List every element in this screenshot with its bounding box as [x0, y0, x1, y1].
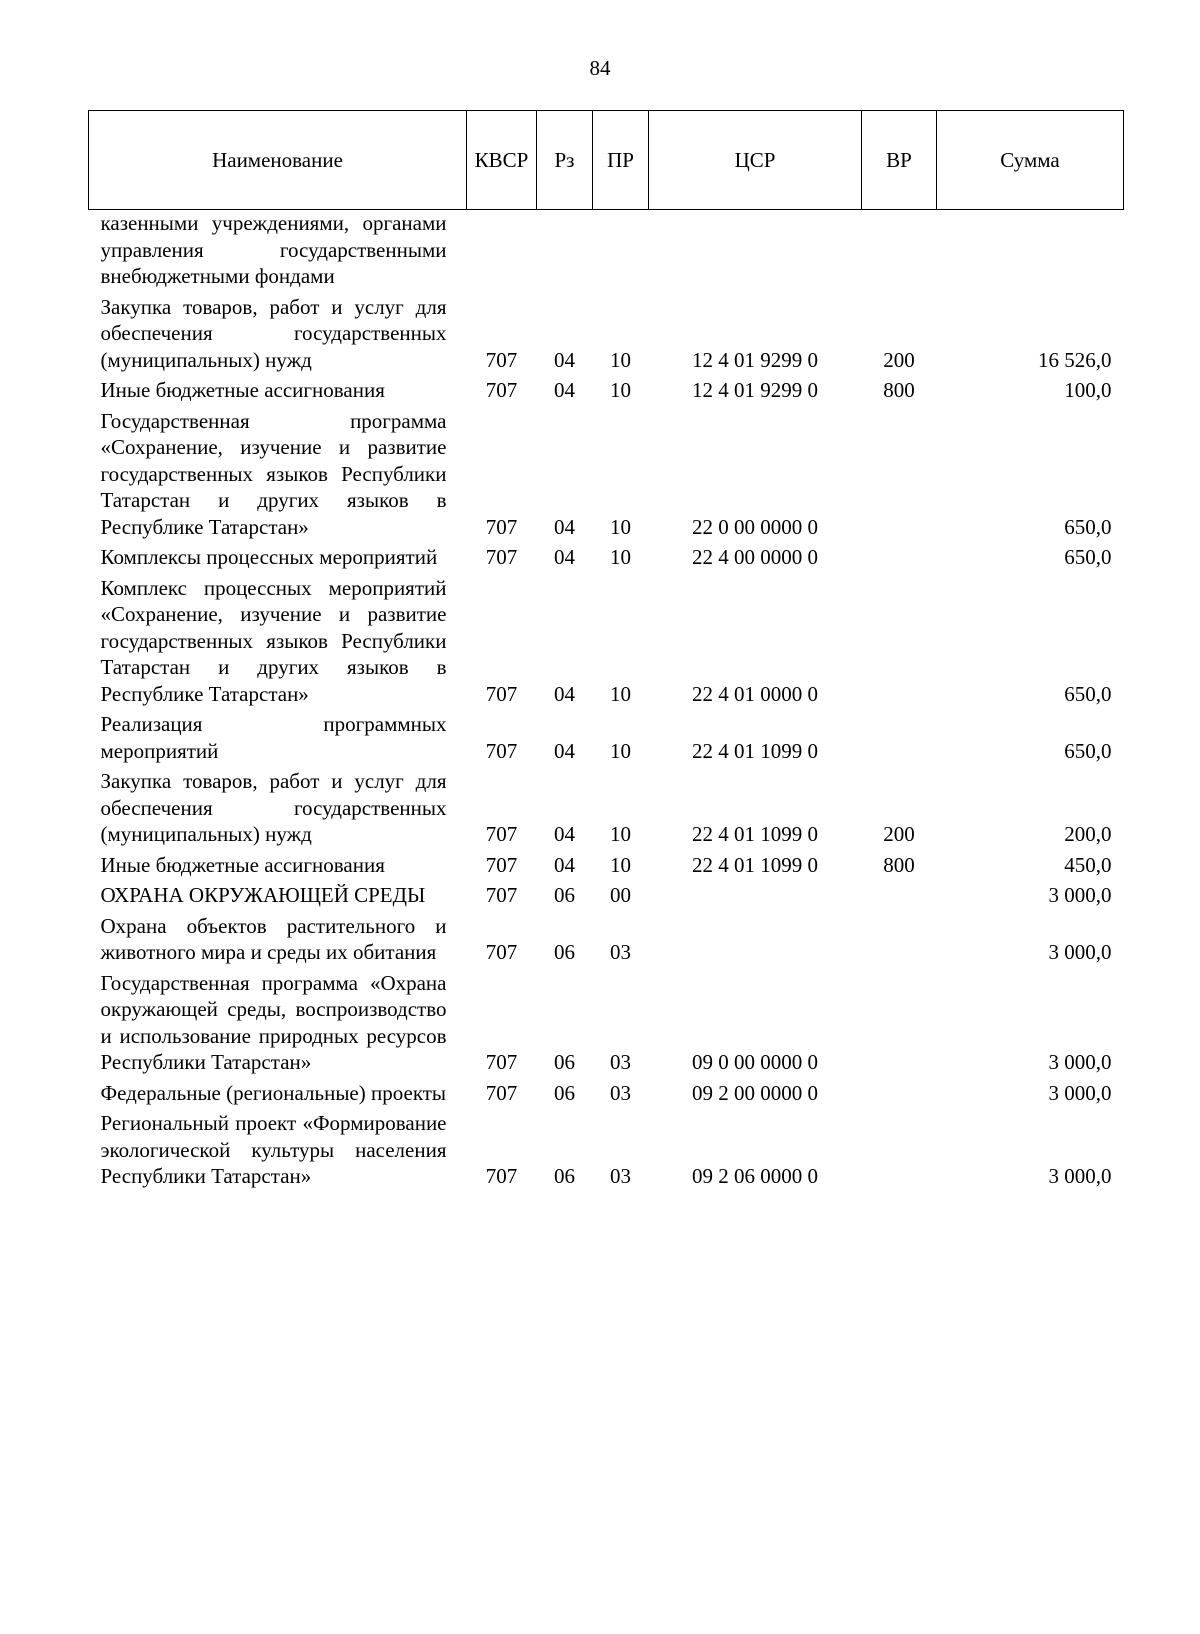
row-rz: 06: [554, 1080, 575, 1105]
row-csr: 09 0 00 0000 0: [692, 1050, 818, 1074]
row-pr: 10: [610, 545, 631, 569]
header-pr: ПР: [593, 111, 649, 210]
row-pr: 10: [610, 822, 631, 846]
row-pr: 10: [610, 514, 631, 539]
row-kvsr: 707: [485, 822, 518, 846]
header-vr: ВР: [862, 111, 937, 210]
row-name: Закупка товаров, работ и услуг для обеспечения государственных (муниципальных) нужд: [100, 769, 447, 846]
table-row: [89, 970, 1124, 1080]
row-kvsr: 707: [485, 738, 518, 763]
row-kvsr: 707: [485, 1164, 518, 1188]
row-kvsr: 707: [485, 514, 518, 539]
row-vr: 200: [883, 347, 915, 372]
row-csr: 09 2 00 0000 0: [692, 1080, 818, 1105]
row-sum: 100,0: [1064, 378, 1112, 402]
row-vr: 800: [883, 852, 915, 877]
row-csr: [649, 882, 862, 913]
row-sum: 650,0: [1064, 514, 1112, 539]
row-kvsr: 707: [485, 347, 518, 372]
row-kvsr: 707: [485, 545, 518, 569]
row-vr: [862, 913, 937, 970]
row-pr: 03: [610, 940, 631, 964]
page-number: 84: [589, 56, 611, 80]
row-vr: [862, 970, 937, 1080]
row-name: Иные бюджетные ассигнования: [100, 378, 385, 402]
row-sum: [937, 210, 1124, 294]
row-csr: [649, 210, 862, 294]
table-header: [89, 111, 1124, 210]
row-sum: 200,0: [1064, 822, 1112, 846]
row-vr: [862, 575, 937, 712]
row-pr: 10: [610, 738, 631, 763]
row-name: Комплексы процессных мероприятий: [100, 545, 438, 569]
row-sum: 650,0: [1064, 545, 1112, 569]
row-rz: 06: [554, 1050, 575, 1074]
row-pr: 10: [610, 378, 631, 402]
table-row: [89, 210, 1124, 294]
row-sum: 3 000,0: [1048, 1080, 1112, 1105]
row-rz: 04: [554, 378, 575, 402]
row-sum: 3 000,0: [1048, 1050, 1112, 1074]
row-csr: 12 4 01 9299 0: [692, 378, 818, 402]
row-pr: 10: [610, 852, 631, 877]
row-kvsr: 707: [485, 1080, 518, 1105]
row-name: Охрана объектов растительного и животного мира и среды их обитания: [100, 913, 447, 964]
row-name: казенными учреждениями, органами управления государственными внебюджетными фондами: [100, 211, 447, 288]
row-sum: 3 000,0: [1048, 1164, 1112, 1188]
row-kvsr: 707: [485, 883, 518, 907]
table-row: [89, 711, 1124, 768]
row-pr: [593, 210, 649, 294]
row-name: Комплекс процессных мероприятий «Сохранение, изучение и развитие государственных языков Республики Татарстан и других языков в Республике Татарстан»: [100, 575, 447, 706]
table-row: [89, 377, 1124, 408]
row-csr: 22 4 01 1099 0: [692, 738, 818, 763]
table-row: [89, 1080, 1124, 1111]
row-name: Региональный проект «Формирование экологической культуры населения Республики Татарстан»: [100, 1111, 447, 1188]
row-csr: 12 4 01 9299 0: [692, 347, 818, 372]
header-kvsr: КВСР: [467, 111, 537, 210]
row-pr: 03: [610, 1050, 631, 1074]
header-name: Наименование: [89, 111, 467, 210]
row-sum: 3 000,0: [1048, 883, 1112, 907]
row-vr: [862, 1110, 937, 1194]
row-pr: 10: [610, 681, 631, 706]
row-csr: 09 2 06 0000 0: [692, 1164, 818, 1188]
table-row: [89, 294, 1124, 378]
row-rz: 04: [554, 681, 575, 706]
row-rz: 04: [554, 738, 575, 763]
row-vr: 800: [883, 378, 915, 402]
row-csr: [649, 913, 862, 970]
row-vr: 200: [883, 822, 915, 846]
table-row: [89, 852, 1124, 883]
row-sum: 650,0: [1064, 738, 1112, 763]
row-csr: 22 4 01 1099 0: [692, 852, 818, 877]
row-rz: 04: [554, 514, 575, 539]
budget-table: [88, 110, 1124, 1194]
row-pr: 03: [610, 1080, 631, 1105]
table-body: [89, 210, 1124, 1194]
row-csr: 22 0 00 0000 0: [692, 514, 818, 539]
row-rz: [537, 210, 593, 294]
row-csr: 22 4 01 0000 0: [692, 681, 818, 706]
row-sum: 16 526,0: [1038, 347, 1112, 372]
table-row: [89, 544, 1124, 575]
row-name: Государственная программа «Сохранение, изучение и развитие государственных языков Республики Татарстан и других языков в Республике Татарстан»: [100, 408, 447, 539]
row-kvsr: [467, 210, 537, 294]
row-vr: [862, 408, 937, 545]
row-csr: 22 4 01 1099 0: [692, 822, 818, 846]
row-rz: 06: [554, 1164, 575, 1188]
row-name: Закупка товаров, работ и услуг для обеспечения государственных (муниципальных) нужд: [100, 294, 447, 372]
row-sum: 650,0: [1064, 681, 1112, 706]
header-sum: Сумма: [937, 111, 1124, 210]
row-pr: 03: [610, 1164, 631, 1188]
row-name: Государственная программа «Охрана окружающей среды, воспроизводство и использование природных ресурсов Республики Татарстан»: [100, 970, 447, 1074]
row-name: Иные бюджетные ассигнования: [100, 852, 385, 877]
header-rz: Рз: [537, 111, 593, 210]
row-name: ОХРАНА ОКРУЖАЮЩЕЙ СРЕДЫ: [100, 883, 426, 907]
row-rz: 04: [554, 545, 575, 569]
table-row: [89, 575, 1124, 712]
row-vr: [862, 882, 937, 913]
row-pr: 00: [610, 883, 631, 907]
row-csr: 22 4 00 0000 0: [692, 545, 818, 569]
row-pr: 10: [610, 347, 631, 372]
row-vr: [862, 1080, 937, 1111]
row-rz: 04: [554, 852, 575, 877]
row-name: Реализация программных мероприятий: [100, 712, 447, 763]
row-vr: [862, 210, 937, 294]
table-row: [89, 768, 1124, 852]
row-rz: 04: [554, 822, 575, 846]
row-sum: 3 000,0: [1048, 940, 1112, 964]
row-vr: [862, 544, 937, 575]
row-rz: 06: [554, 940, 575, 964]
row-sum: 450,0: [1064, 852, 1112, 877]
row-kvsr: 707: [485, 852, 518, 877]
row-kvsr: 707: [485, 681, 518, 706]
header-csr: ЦСР: [649, 111, 862, 210]
row-kvsr: 707: [485, 1050, 518, 1074]
row-vr: [862, 711, 937, 768]
table-row: [89, 408, 1124, 545]
table-row: [89, 1110, 1124, 1194]
row-rz: 04: [554, 347, 575, 372]
row-kvsr: 707: [485, 378, 518, 402]
table-row: [89, 913, 1124, 970]
row-name: Федеральные (региональные) проекты: [100, 1080, 447, 1105]
row-kvsr: 707: [485, 940, 518, 964]
table-row: [89, 882, 1124, 913]
row-rz: 06: [554, 883, 575, 907]
